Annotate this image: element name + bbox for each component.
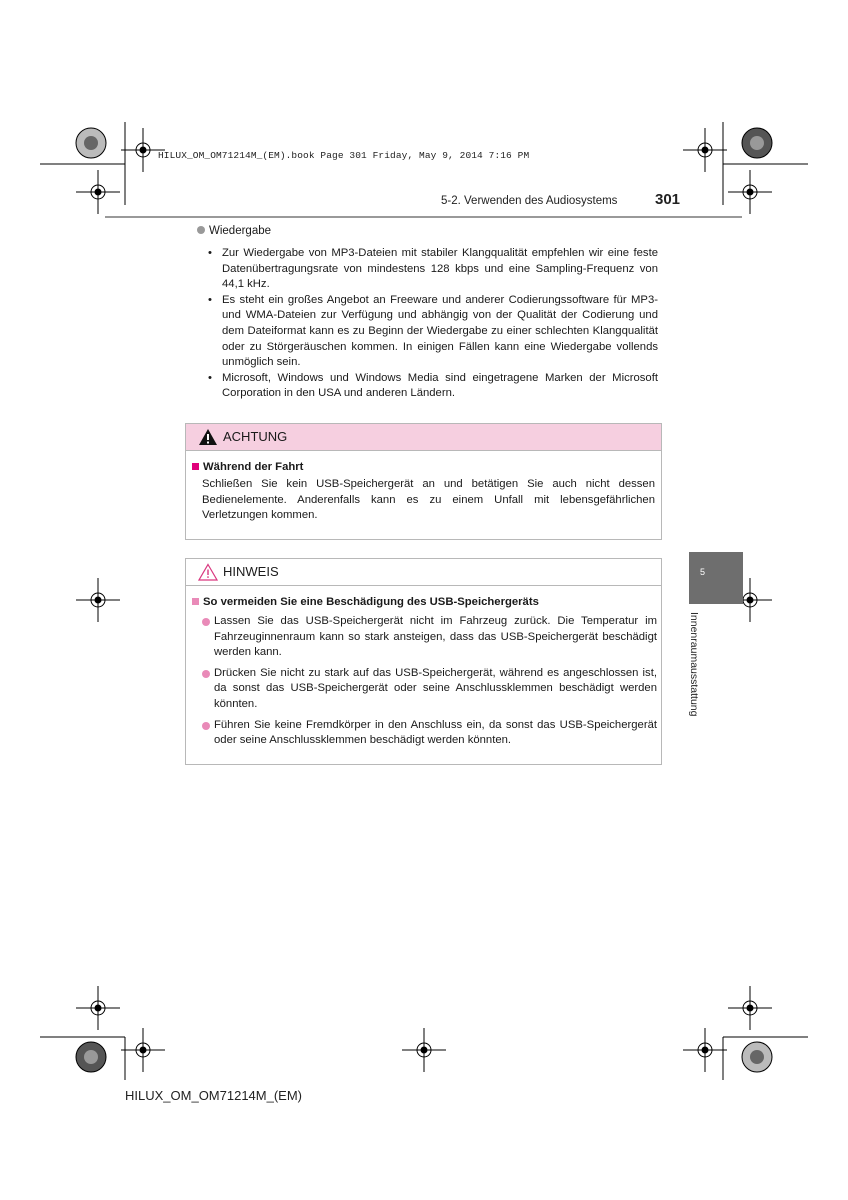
bullet-dot-icon xyxy=(197,226,205,234)
warning-box xyxy=(185,423,662,540)
list-item: • Zur Wiedergabe von MP3-Dateien mit stabiler Klangqualität empfehlen wir eine feste Datenübertragungsrate von mindestens 128 kbps und eine Sampling-Frequenz von 44,1 kHz. xyxy=(208,247,658,291)
warning-title: ACHTUNG xyxy=(223,429,288,444)
section-title: 5-2. Verwenden des Audiosystems xyxy=(441,195,618,207)
footer-code: HILUX_OM_OM71214M_(EM) xyxy=(125,1088,302,1103)
pink-dot-icon xyxy=(202,618,210,626)
list-item: • Es steht ein großes Angebot an Freeware und anderer Codierungssoftware für MP3- und WMA-Dateien zur Verfügung und abhängig von der Qualität der Codierung und dem Dateiformat kann es zu Beginn der Wiedergabe zu einer schlechten Klangqualität oder zu Störgeräuschen kommen. In einigen Fällen kann eine Wiedergabe vollends unmöglich sein. xyxy=(208,293,658,369)
page-number: 301 xyxy=(655,191,681,208)
print-info: HILUX_OM_OM71214M_(EM).book Page 301 Friday, May 9, 2014 7:16 PM xyxy=(158,150,530,161)
chapter-label xyxy=(689,612,709,732)
warning-subheading: Während der Fahrt xyxy=(192,461,303,473)
chapter-label-text: Innenraumausstattung xyxy=(688,612,700,717)
notice-box xyxy=(185,558,662,765)
warning-text: Schließen Sie kein USB-Speichergerät an und betätigen Sie auch nicht dessen Bedienelemente. Anderenfalls kann es zu einem Unfall mit lebensgefährlichen Verletzungen kommen. xyxy=(202,478,655,522)
pink-dot-icon xyxy=(202,670,210,678)
warning-triangle-icon xyxy=(198,428,218,446)
list-item: Lassen Sie das USB-Speichergerät nicht im Fahrzeug zurück. Die Temperatur im Fahrzeuginnenraum kann so stark ansteigen, dass das USB-Speichergerät beschädigt werden kann. xyxy=(202,614,657,661)
square-bullet-icon xyxy=(192,598,199,605)
list-item: • Microsoft, Windows und Windows Media sind eingetragene Marken der Microsoft Corporation in den USA und anderen Ländern. xyxy=(208,371,658,400)
pink-dot-icon xyxy=(202,722,210,730)
square-bullet-icon xyxy=(192,463,199,470)
warning-header xyxy=(186,424,661,451)
list-item: Führen Sie keine Fremdkörper in den Anschluss ein, da sonst das USB-Speichergerät oder seine Anschlussklemmen beschädigt werden könnten. xyxy=(202,718,657,749)
list-item: Drücken Sie nicht zu stark auf das USB-Speichergerät, während es angeschlossen ist, da sonst das USB-Speichergerät oder seine Anschlussklemmen beschädigt werden könnten. xyxy=(202,666,657,713)
chapter-number: 5 xyxy=(700,567,706,577)
header-rule xyxy=(105,216,742,218)
caution-triangle-icon xyxy=(198,563,218,581)
notice-header xyxy=(186,559,661,586)
playback-heading xyxy=(197,225,271,237)
playback-bullet-list xyxy=(206,246,658,402)
notice-list xyxy=(202,614,657,754)
notice-subheading: So vermeiden Sie eine Beschädigung des USB-Speichergeräts xyxy=(192,596,539,608)
playback-heading-text: Wiedergabe xyxy=(209,225,272,237)
chapter-tab xyxy=(689,552,743,604)
notice-title: HINWEIS xyxy=(223,564,279,579)
